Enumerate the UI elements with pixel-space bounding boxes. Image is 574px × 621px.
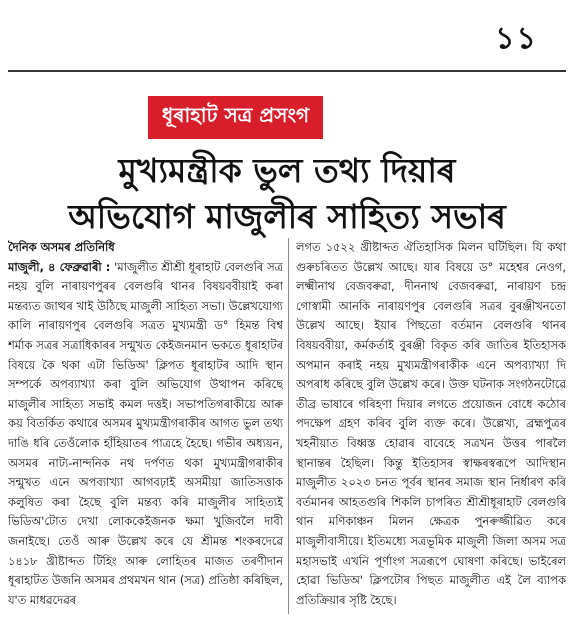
headline-line-2: অভিযোগ মাজুলীৰ সাহিত্য সভাৰ xyxy=(68,197,506,236)
kicker-label: ধূৰাহাট সত্ৰ প্ৰসংগ xyxy=(148,96,323,139)
article-column-right xyxy=(296,238,566,618)
right-body-text: লগত ১৫২২ খ্ৰীষ্টাব্দত ঐতিহাসিক মিলন ঘটিছিল। যি কথা গুৰুচৰিতত উল্লেখ আছে। যাৰ বিষয়ে ড° মহেশ্বৰ নেওগ, লক্ষ্মীনাথ বেজবৰুৱা, দীননাথ বেজবৰুৱা, নাৰায়ণ চন্দ্ৰ গোস্বামী আনকি নাৰায়ণপুৰ বেলগুৰি সত্ৰৰ বুৰঞ্জীখনতো উল্লেখ আছে। ইয়াৰ পিছতো বৰ্তমান বেলগুৰি থানৰ বিষয়ববীয়া, কৰ্মকৰ্তাই বুৰঞ্জী বিকৃত কৰি জাতিৰ ইতিহাসক অপমান কৰাই নহয় মুখ্যমন্ত্ৰীগৰাকীক এনে অপব্যাখ্যা দি অপৰাধ কৰিছে বুলি উল্লেখ কৰে। উক্ত ঘটনাক সংগঠনটোৱে তীব্ৰ ভাষাৰে গৰিহণা দিয়াৰ লগতে প্ৰয়োজন বোধে কঠোৰ পদক্ষেপ গ্ৰহণ কৰিব বুলি ব্যক্ত কৰে। উল্লেখ্য, ব্ৰহ্মপুত্ৰৰ খহনীয়াত বিধ্বস্ত হোৱাৰ বাবেহে সত্ৰখন উত্তৰ পাৰলৈ স্থানান্তৰ হৈছিল। কিন্তু ইতিহাসৰ স্বাক্ষৰস্বৰূপে আদিস্থান মাজুলীত ২০২৩ চনত পূৰ্বৰ স্থানৰ সমাজ স্থান নিৰ্ধাৰণ কৰি বৰ্তমানৰ আহতগুৰি শিকলি চাপৰিত শ্ৰীশ্ৰীধূৰাহাট বেলগুৰি থান মণিকাঞ্চন মিলন ক্ষেত্ৰক পুনৰুজ্জীৱিত কৰে মাজুলীবাসীয়ে। ইতিমধ্যে সত্ৰভূমিক মাজুলী জিলা অসম সত্ৰ মহাসভাই এখনি পূৰ্ণাংগ সত্ৰৰূপে ঘোষণা কৰিছে। ভাইৰেল হোৱা ভিডিঅ' ক্লিপটোৰ পিছত মাজুলীত এই লৈ ব্যাপক প্ৰতিক্ৰিয়াৰ সৃষ্টি হৈছে। xyxy=(296,240,566,607)
dateline: মাজুলী, ৪ ফেব্ৰুৱাৰী : xyxy=(8,259,111,274)
article-column-left xyxy=(8,238,283,618)
byline: দৈনিক অসমৰ প্ৰতিনিধি xyxy=(8,240,115,254)
article-paragraph-left xyxy=(8,258,283,611)
headline xyxy=(10,148,564,240)
column-divider xyxy=(288,238,289,614)
left-body-text: 'মাজুলীত শ্ৰীশ্ৰী ধূৰাহাট বেলগুৰি সত্ৰ নহয় বুলি নাৰায়ণপুৰৰ বেলগুৰি থানৰ বিষয়ববীয়াই কৰা মন্তব্যত জাত্থৰ খাই উঠিছে মাজুলী সাহিত্য সভা। উল্লেখযোগ্য কালি নাৰায়ণপুৰ বেলগুৰি সত্ৰত মুখ্যমন্ত্ৰী ড° হিমন্ত বিশ্ব শৰ্মাক সত্ৰৰ সত্ৰাধিকাৰৰ সন্মুখত কেইজনমান ভকতে ধূৰাহাটৰ বিষয়ে কৈ থকা এটা ভিডিঅ' ক্লিপত ধূৰাহাটৰ আদি স্থান সম্পৰ্কে অপব্যাখ্যা কৰা বুলি অভিযোগ উত্থাপন কৰিছে মাজুলীৰ সাহিত্য সভাই কমল দত্তই। সভাপতিগৰাকীয়ে আৰু কয় বিতৰ্কিত কথাৰে অসমৰ মুখ্যমন্ত্ৰীগৰাকীৰ আগত ভুল তথ্য দাঙি ধৰি তেওঁলোক হাঁহিয়াতৰ পাত্ৰহে হৈছে। গভীৰ অধ্যয়ন, অসমৰ নাট্য-নান্দনিক নথ দৰ্পণত থকা মুখ্যমন্ত্ৰীগৰাকীৰ সন্মুখত এনে অপব্যাখ্যা আগবঢ়াই অসমীয়া জাতিসত্তাক কলুষিত কৰা হৈছে বুলি মন্তব্য কৰি মাজুলীৰ সাহিত্যই ভিডিঅ'টোত দেখা লোককেইজনক ক্ষমা খুজিবলৈ দাবী জনাইছে। তেওঁ আৰু উল্লেখ কৰে যে শ্ৰীমন্ত শংকৰদেৱে ১৪১৮ খ্ৰীষ্টাব্দত টিহিং আৰু লোহিতৰ মাজত তৰণীদান ধূৰাহাটত উজনি অসমৰ প্ৰথমখন থান (সত্ৰ) প্ৰতিষ্ঠা কৰিছিল, য'ত মাধৱদেৱৰ xyxy=(8,259,283,607)
page-number: ১১ xyxy=(495,21,538,56)
headline-line-1: মুখ্যমন্ত্ৰীক ভুল তথ্য দিয়াৰ xyxy=(118,151,456,190)
header-rule xyxy=(8,70,566,72)
